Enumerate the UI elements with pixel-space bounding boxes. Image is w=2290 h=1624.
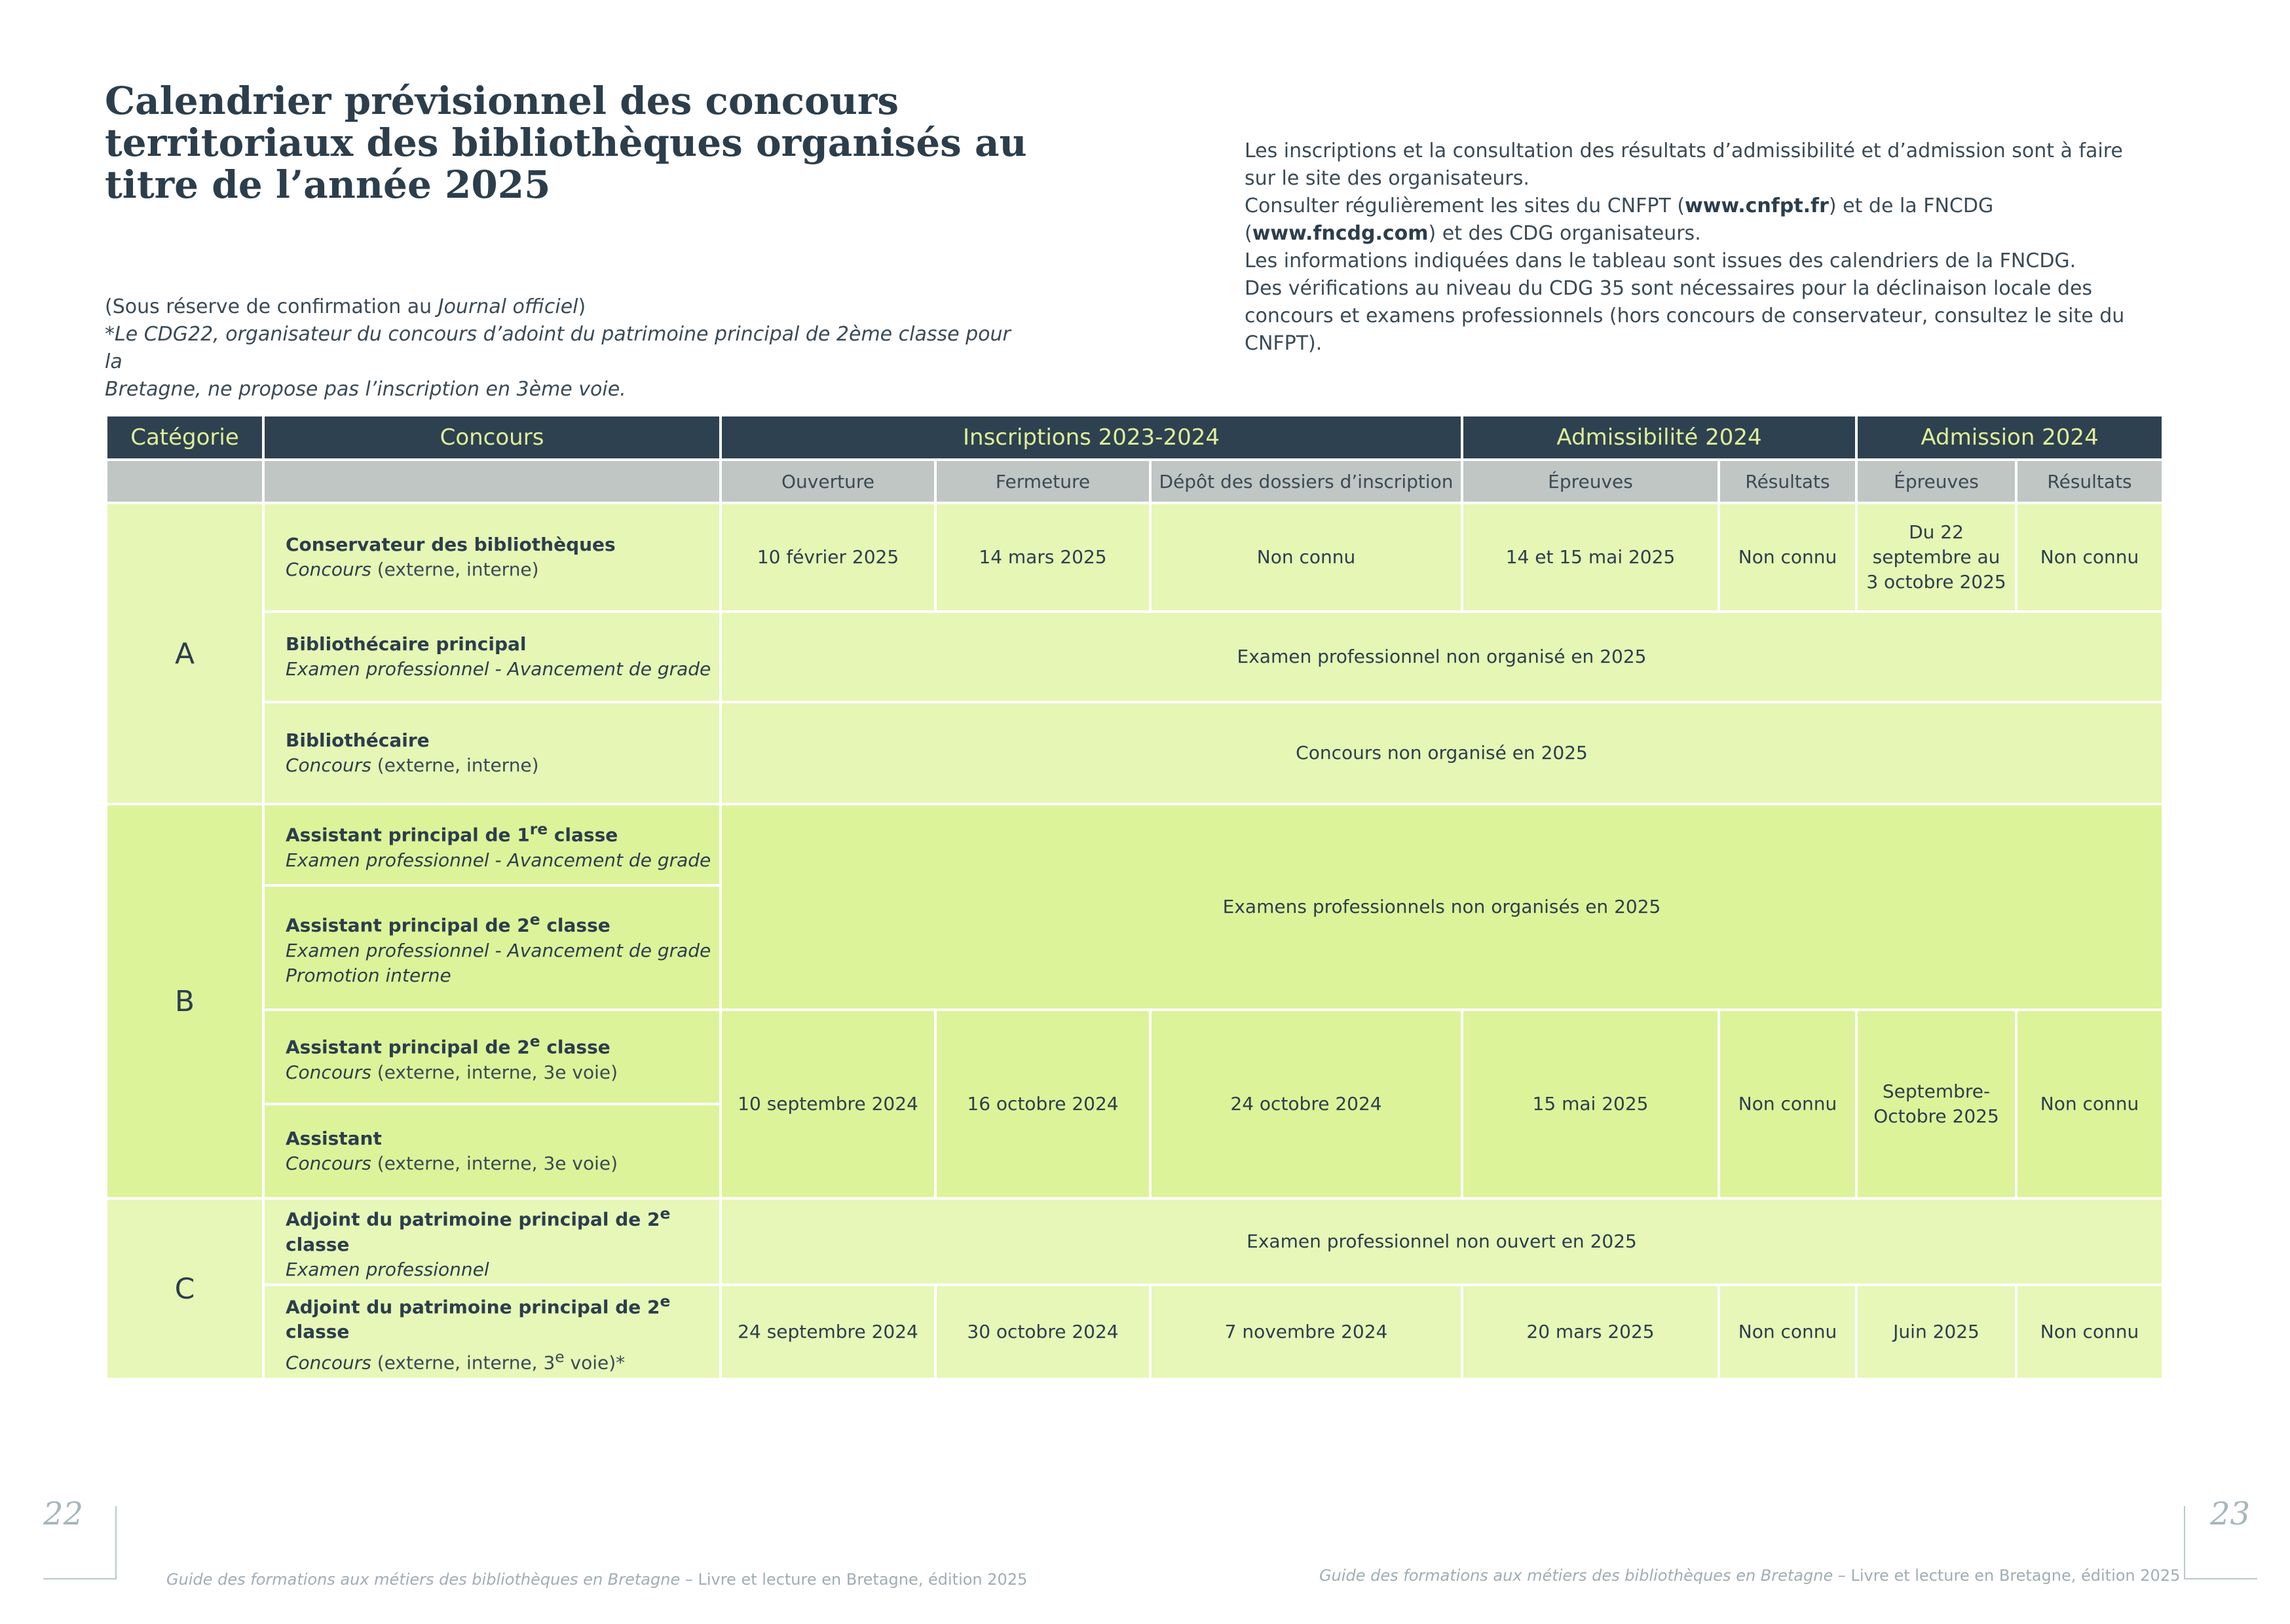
cnfpt-link[interactable]: www.cnfpt.fr [1685,194,1829,217]
header-admissibilite: Admissibilité 2024 [1462,415,1856,460]
page-title: Calendrier prévisionnel des concours territoriaux des bibliothèques organisés au titre de l’année 2025 [105,79,1027,207]
subheader-epreuves-admission: Épreuves [1856,460,2016,503]
ouverture-cell: 24 septembre 2024 [721,1285,935,1379]
admissibilite-resultats-cell: Non connu [1719,1010,1856,1198]
intro-paragraph: Des vérifications au niveau du CDG 35 sont nécessaires pour la déclinaison locale des concours et examens professionnels (hors concours de conservateur, consultez le site du CNFPT). [1245,277,2125,355]
subheader-resultats-admission: Résultats [2016,460,2163,503]
concours-type: Concours (externe, interne, 3e voie) [286,1061,618,1083]
concours-name: Assistant [286,1128,382,1149]
subheader-empty [263,460,721,503]
concours-type: Examen professionnel [286,1258,489,1280]
depot-cell: Non connu [1150,503,1462,612]
header-inscriptions: Inscriptions 2023-2024 [721,415,1462,460]
admission-resultats-cell: Non connu [2016,503,2163,612]
admission-epreuves-cell: Juin 2025 [1856,1285,2016,1379]
fermeture-cell: 16 octobre 2024 [935,1010,1150,1198]
concours-cell [263,1104,721,1198]
status-message: Examens professionnels non organisés en 2025 [721,804,2163,1010]
admissibilite-epreuves-cell: 15 mai 2025 [1462,1010,1719,1198]
category-b: B [106,804,263,1198]
admission-epreuves-cell: Du 22 septembre au 3 octobre 2025 [1856,503,2016,612]
admission-resultats-cell: Non connu [2016,1010,2163,1198]
concours-type: Concours (externe, interne) [286,559,539,580]
header-categorie: Catégorie [106,415,263,460]
calendar-table [105,414,2164,1380]
concours-name: Conservateur des bibliothèques [286,534,616,555]
depot-cell: 24 octobre 2024 [1150,1010,1462,1198]
concours-cell [263,804,721,885]
status-message: Examen professionnel non organisé en 2025 [721,612,2163,702]
subheader-fermeture: Fermeture [935,460,1150,503]
note-line-3: Bretagne, ne propose pas l’inscription en 3ème voie. [105,378,626,401]
concours-name: Bibliothécaire [286,729,430,751]
footer-rule [2184,1578,2257,1579]
footer-rule [2184,1506,2185,1579]
category-c: C [106,1198,263,1379]
footer-text-right: Guide des formations aux métiers des bibliothèques en Bretagne – Livre et lecture en Bretagne, édition 2025 [1319,1566,2181,1585]
concours-cell [263,1198,721,1285]
table-row [106,1010,2163,1104]
status-message: Concours non organisé en 2025 [721,702,2163,804]
admissibilite-resultats-cell: Non connu [1719,1285,1856,1379]
category-a: A [106,503,263,804]
concours-type: Promotion interne [286,964,451,986]
concours-name: Assistant principal de 1re classe [286,820,618,846]
concours-type: Examen professionnel - Avancement de grade [286,849,711,871]
ouverture-cell: 10 septembre 2024 [721,1010,935,1198]
concours-name: Adjoint du patrimoine principal de 2e classe [286,1291,671,1342]
intro-block [1245,138,2149,358]
footer-rule [115,1506,117,1579]
admissibilite-epreuves-cell: 20 mars 2025 [1462,1285,1719,1379]
concours-cell [263,503,721,612]
concours-cell [263,885,721,1010]
header-row [106,415,2163,460]
table-row [106,1198,2163,1285]
concours-cell [263,612,721,702]
note-block [105,293,1022,403]
intro-paragraph: Les inscriptions et la consultation des résultats d’admissibilité et d’admission sont à faire sur le site des organisateurs. [1245,139,2123,190]
footer-rule [43,1578,117,1579]
admissibilite-resultats-cell: Non connu [1719,503,1856,612]
concours-cell [263,1010,721,1104]
concours-name: Adjoint du patrimoine principal de 2e classe [286,1204,671,1255]
status-message: Examen professionnel non ouvert en 2025 [721,1198,2163,1285]
subheader-empty [106,460,263,503]
concours-name: Bibliothécaire principal [286,633,527,655]
table-row [106,612,2163,702]
concours-name: Assistant principal de 2e classe [286,910,610,936]
admissibilite-epreuves-cell: 14 et 15 mai 2025 [1462,503,1719,612]
subheader-row [106,460,2163,503]
subheader-ouverture: Ouverture [721,460,935,503]
subheader-epreuves: Épreuves [1462,460,1719,503]
page-number-left: 22 [43,1496,84,1532]
fncdg-link[interactable]: www.fncdg.com [1252,222,1429,245]
ouverture-cell: 10 février 2025 [721,503,935,612]
concours-type: Concours (externe, interne, 3e voie) [286,1153,618,1174]
admission-epreuves-cell: Septembre-Octobre 2025 [1856,1010,2016,1198]
table-row [106,702,2163,804]
concours-name: Assistant principal de 2e classe [286,1032,610,1058]
subheader-resultats: Résultats [1719,460,1856,503]
concours-type: Examen professionnel - Avancement de grade [286,939,711,961]
header-admission: Admission 2024 [1856,415,2163,460]
page-number-right: 23 [2210,1496,2251,1532]
fermeture-cell: 30 octobre 2024 [935,1285,1150,1379]
concours-type: Concours (externe, interne) [286,754,539,776]
table-row [106,503,2163,612]
intro-paragraph: Les informations indiquées dans le tableau sont issues des calendriers de la FNCDG. [1245,249,2076,272]
fermeture-cell: 14 mars 2025 [935,503,1150,612]
footer-text-left: Guide des formations aux métiers des bibliothèques en Bretagne – Livre et lecture en Bretagne, édition 2025 [166,1570,1028,1589]
admission-resultats-cell: Non connu [2016,1285,2163,1379]
concours-cell [263,1285,721,1379]
note-line-2: *Le CDG22, organisateur du concours d’adoint du patrimoine principal de 2ème classe pour la [105,323,1011,373]
table-row [106,804,2163,885]
table-row [106,1285,2163,1379]
concours-cell [263,702,721,804]
concours-type: Concours (externe, interne, 3e voie)* [286,1348,626,1374]
header-concours: Concours [263,415,721,460]
depot-cell: 7 novembre 2024 [1150,1285,1462,1379]
concours-type: Examen professionnel - Avancement de grade [286,658,711,680]
intro-paragraph: Consulter régulièrement les sites du CNFPT (www.cnfpt.fr) et de la FNCDG (www.fncdg.com) et des CDG organisateurs. [1245,194,1994,245]
subheader-depot: Dépôt des dossiers d’inscription [1150,460,1462,503]
note-line-1: (Sous réserve de confirmation au Journal officiel) [105,295,586,318]
